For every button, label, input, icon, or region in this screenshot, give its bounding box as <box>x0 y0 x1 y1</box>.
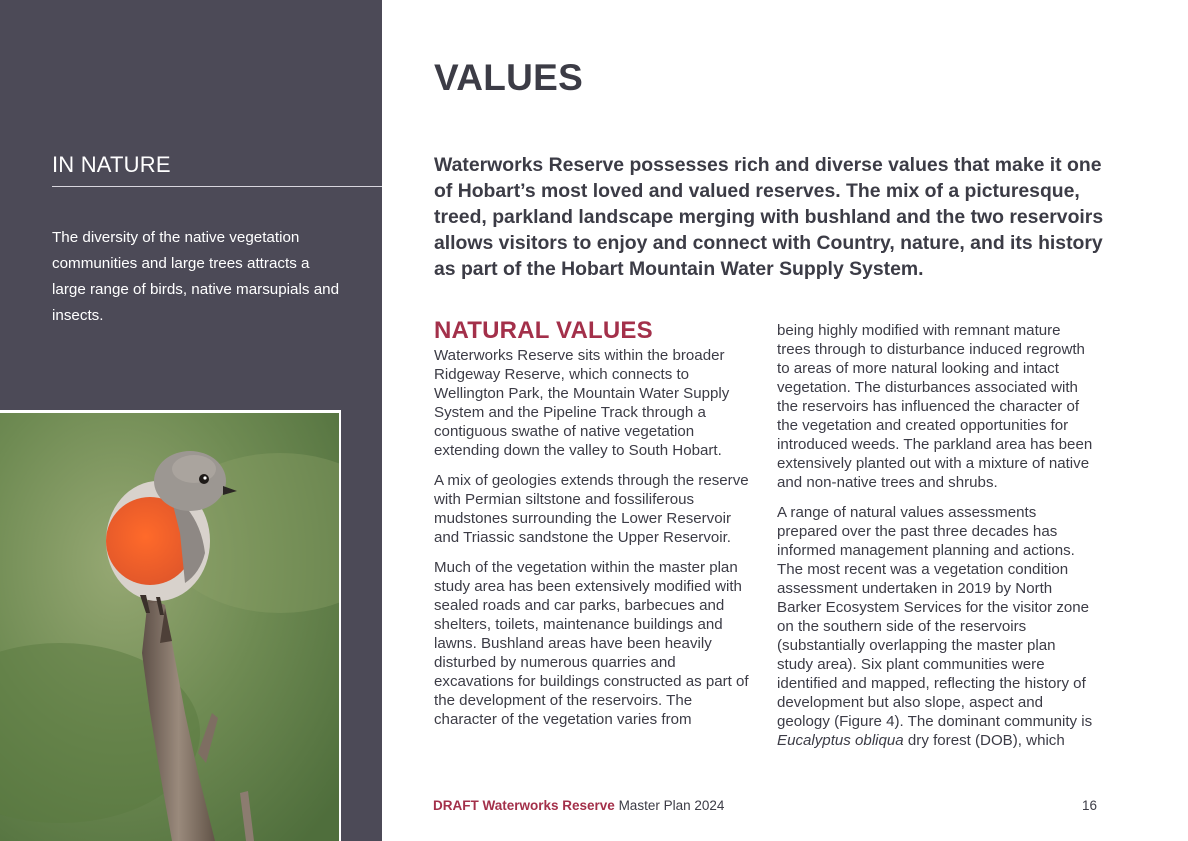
body-paragraph: Much of the vegetation within the master plan study area has been extensively modified with sealed roads and car parks, barbecues and shelters, toilets, maintenance buildings and lawns. Bushland areas have been heavily disturbed by numerous quarries and excavations for buildings constructed as part of the development of the reservoirs. The character of the vegetation varies from <box>434 559 749 728</box>
body-text: dry forest (DOB), which <box>903 732 1065 749</box>
body-paragraph: Waterworks Reserve sits within the broader Ridgeway Reserve, which connects to Wellington Park, the Mountain Water Supply System and the Pipeline Track through a contiguous swathe of native vegetation extending down the valley to South Hobart. <box>434 347 730 459</box>
page-title: VALUES <box>434 57 584 98</box>
robin-photo <box>0 413 339 841</box>
species-name: Eucalyptus obliqua <box>777 732 904 749</box>
footer-brand: DRAFT Waterworks Reserve <box>433 798 615 813</box>
footer-title: Master Plan 2024 <box>614 798 725 813</box>
body-paragraph: being highly modified with remnant mature trees through to disturbance induced regrowth to areas of more natural looking and intact vegetation. The disturbances associated with the reservoirs has influenced the character of the vegetation and created opportunities for introduced weeds. The parkland area has been extensively planted out with a mixture of native and non-native trees and shrubs. <box>777 322 1093 491</box>
footer <box>433 798 724 813</box>
sidebar-divider <box>52 186 382 187</box>
body-text: A range of natural values assessments prepared over the past three decades has informed management planning and actions. The most recent was a vegetation condition assessment undertaken in 2019 by North Barker Ecosystem Services for the visitor zone on the southern side of the reservoirs (substantially overlapping the master plan study area). Six plant communities were identified and mapped, reflecting the history of development but also slope, aspect and geology (Figure 4). The dominant community is <box>777 504 1093 730</box>
right-column <box>777 321 1095 761</box>
left-column <box>434 317 752 740</box>
page-number: 16 <box>1082 798 1098 813</box>
intro-paragraph: Waterworks Reserve possesses rich and diverse values that make it one of Hobart’s most loved and valued reserves. The mix of a picturesque, treed, parkland landscape merging with bushland and the two reservoirs allows visitors to enjoy and connect with Country, nature, and its history as part of the Hobart Mountain Water Supply System. <box>434 154 1104 280</box>
sidebar-title: IN NATURE <box>52 152 171 177</box>
body-paragraph: A mix of geologies extends through the reserve with Permian siltstone and fossiliferous mudstones surrounding the Lower Reservoir and Triassic sandstone the Upper Reservoir. <box>434 472 749 546</box>
body-paragraph <box>777 503 1095 750</box>
sidebar-text: The diversity of the native vegetation communities and large trees attracts a large range of birds, native marsupials and insects. <box>52 229 340 324</box>
section-heading: NATURAL VALUES <box>434 317 653 344</box>
